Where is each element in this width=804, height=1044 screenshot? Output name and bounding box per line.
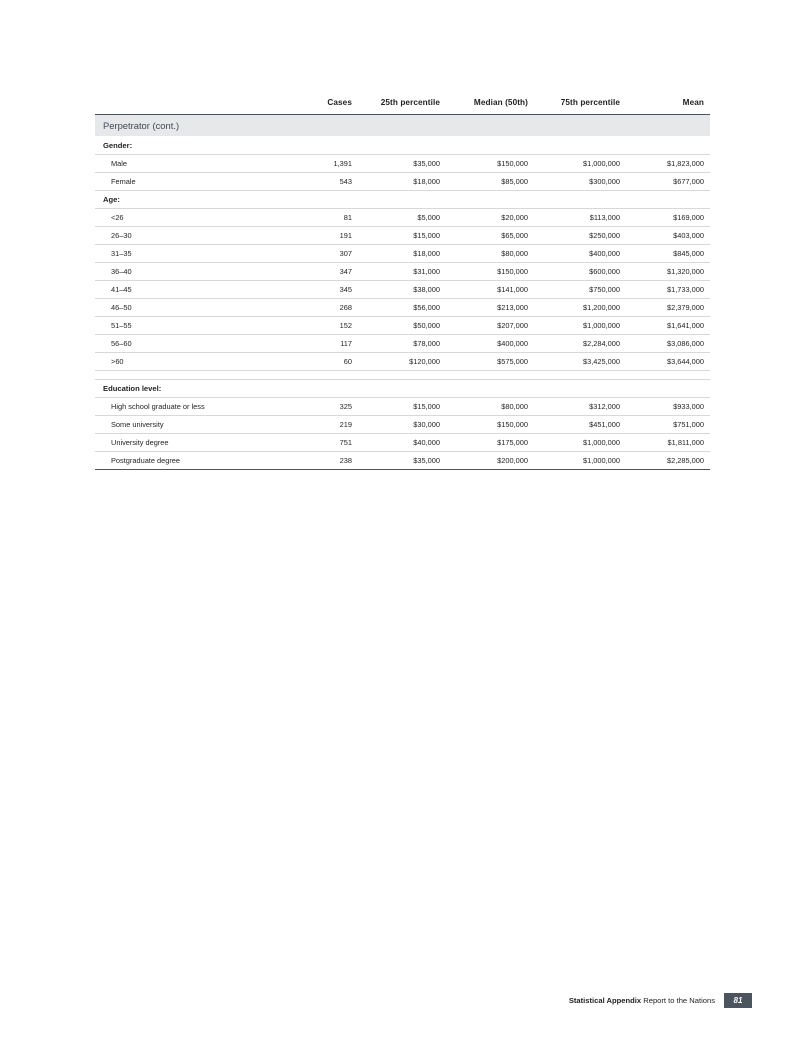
- cell-median: $80,000: [446, 398, 534, 416]
- statistics-table-container: [95, 98, 710, 470]
- cell-p25: $15,000: [358, 398, 446, 416]
- cell-p75: $451,000: [534, 416, 626, 434]
- row-label: <26: [95, 209, 280, 227]
- table-row: [95, 155, 710, 173]
- cell-p75: $300,000: [534, 173, 626, 191]
- cell-median: $207,000: [446, 317, 534, 335]
- cell-p25: $40,000: [358, 434, 446, 452]
- table-row: [95, 245, 710, 263]
- cell-median: $150,000: [446, 416, 534, 434]
- cell-p75: $1,200,000: [534, 299, 626, 317]
- column-header-cases: Cases: [327, 98, 352, 107]
- cell-mean: $1,733,000: [626, 281, 710, 299]
- cell-p25: $35,000: [358, 452, 446, 470]
- cell-p75: $600,000: [534, 263, 626, 281]
- statistics-table: [95, 98, 710, 470]
- cell-p25: $30,000: [358, 416, 446, 434]
- cell-mean: $2,285,000: [626, 452, 710, 470]
- table-body: [95, 115, 710, 470]
- cell-p75: $1,000,000: [534, 452, 626, 470]
- cell-mean: $845,000: [626, 245, 710, 263]
- cell-mean: $1,641,000: [626, 317, 710, 335]
- table-row: [95, 263, 710, 281]
- cell-p25: $78,000: [358, 335, 446, 353]
- table-row: [95, 353, 710, 371]
- table-row: [95, 452, 710, 470]
- cell-p75: $3,425,000: [534, 353, 626, 371]
- cell-median: $200,000: [446, 452, 534, 470]
- cell-p25: [358, 371, 446, 380]
- table-group-header-education: [95, 380, 710, 398]
- cell-cases: 307: [280, 245, 358, 263]
- page-number: 81: [724, 993, 752, 1008]
- row-label: 46–50: [95, 299, 280, 317]
- row-label: [95, 371, 280, 380]
- cell-mean: [626, 371, 710, 380]
- cell-cases: 191: [280, 227, 358, 245]
- cell-p25: $31,000: [358, 263, 446, 281]
- table-group-header-age: [95, 191, 710, 209]
- cell-cases: 345: [280, 281, 358, 299]
- table-row: [95, 398, 710, 416]
- row-label: Female: [95, 173, 280, 191]
- column-header-blank: [95, 98, 280, 115]
- table-row: [95, 434, 710, 452]
- table-section-title-row: [95, 115, 710, 137]
- cell-cases: 1,391: [280, 155, 358, 173]
- row-label: 51–55: [95, 317, 280, 335]
- cell-median: $175,000: [446, 434, 534, 452]
- cell-p25: $35,000: [358, 155, 446, 173]
- cell-mean: $1,823,000: [626, 155, 710, 173]
- table-row: [95, 371, 710, 380]
- cell-p75: $750,000: [534, 281, 626, 299]
- cell-mean: $169,000: [626, 209, 710, 227]
- group-label: Education level:: [95, 380, 710, 398]
- row-label: High school graduate or less: [95, 398, 280, 416]
- cell-cases: 543: [280, 173, 358, 191]
- cell-cases: 219: [280, 416, 358, 434]
- cell-cases: 325: [280, 398, 358, 416]
- cell-median: $80,000: [446, 245, 534, 263]
- cell-p25: $15,000: [358, 227, 446, 245]
- table-row: [95, 173, 710, 191]
- table-row: [95, 416, 710, 434]
- cell-mean: $3,644,000: [626, 353, 710, 371]
- cell-p75: $400,000: [534, 245, 626, 263]
- table-row: [95, 209, 710, 227]
- row-label: 36–40: [95, 263, 280, 281]
- cell-median: $20,000: [446, 209, 534, 227]
- cell-p25: $56,000: [358, 299, 446, 317]
- table-section-title: Perpetrator (cont.): [95, 115, 710, 137]
- cell-mean: $403,000: [626, 227, 710, 245]
- cell-cases: 347: [280, 263, 358, 281]
- group-label: Age:: [95, 191, 710, 209]
- cell-p75: $1,000,000: [534, 434, 626, 452]
- cell-p25: $38,000: [358, 281, 446, 299]
- cell-median: $213,000: [446, 299, 534, 317]
- table-row: [95, 299, 710, 317]
- table-row: [95, 227, 710, 245]
- cell-p25: $18,000: [358, 245, 446, 263]
- row-label: 56–60: [95, 335, 280, 353]
- cell-cases: 81: [280, 209, 358, 227]
- column-header-p25: 25th percentile: [380, 98, 440, 107]
- column-header-mean: Mean: [682, 98, 704, 107]
- row-label: 31–35: [95, 245, 280, 263]
- cell-median: [446, 371, 534, 380]
- footer-report-label: Report to the Nations: [643, 996, 715, 1005]
- row-label: Male: [95, 155, 280, 173]
- table-header: [95, 98, 710, 115]
- table-row: [95, 317, 710, 335]
- cell-p25: $120,000: [358, 353, 446, 371]
- cell-p75: $113,000: [534, 209, 626, 227]
- cell-cases: 268: [280, 299, 358, 317]
- cell-median: $141,000: [446, 281, 534, 299]
- cell-cases: 152: [280, 317, 358, 335]
- row-label: 26–30: [95, 227, 280, 245]
- cell-mean: $2,379,000: [626, 299, 710, 317]
- row-label: Postgraduate degree: [95, 452, 280, 470]
- table-row: [95, 281, 710, 299]
- cell-p75: $312,000: [534, 398, 626, 416]
- cell-p75: $1,000,000: [534, 317, 626, 335]
- cell-p75: $1,000,000: [534, 155, 626, 173]
- cell-mean: $933,000: [626, 398, 710, 416]
- table-header-row: [95, 98, 710, 115]
- cell-cases: 238: [280, 452, 358, 470]
- cell-p25: $50,000: [358, 317, 446, 335]
- column-header-median: Median (50th): [473, 98, 528, 107]
- cell-median: $85,000: [446, 173, 534, 191]
- column-header-p75: 75th percentile: [560, 98, 620, 107]
- cell-p75: [534, 371, 626, 380]
- page-footer: [569, 993, 752, 1008]
- footer-text: [569, 993, 724, 1008]
- cell-mean: $3,086,000: [626, 335, 710, 353]
- cell-cases: [280, 371, 358, 380]
- cell-cases: 117: [280, 335, 358, 353]
- table-row: [95, 335, 710, 353]
- cell-cases: 60: [280, 353, 358, 371]
- cell-p25: $5,000: [358, 209, 446, 227]
- row-label: 41–45: [95, 281, 280, 299]
- cell-median: $150,000: [446, 155, 534, 173]
- cell-mean: $1,811,000: [626, 434, 710, 452]
- row-label: >60: [95, 353, 280, 371]
- row-label: Some university: [95, 416, 280, 434]
- table-group-header-gender: [95, 137, 710, 155]
- footer-appendix-label: Statistical Appendix: [568, 996, 642, 1005]
- cell-mean: $1,320,000: [626, 263, 710, 281]
- cell-median: $150,000: [446, 263, 534, 281]
- row-label: University degree: [95, 434, 280, 452]
- cell-median: $400,000: [446, 335, 534, 353]
- cell-cases: 751: [280, 434, 358, 452]
- group-label: Gender:: [95, 137, 710, 155]
- cell-mean: $751,000: [626, 416, 710, 434]
- cell-p75: $2,284,000: [534, 335, 626, 353]
- cell-median: $575,000: [446, 353, 534, 371]
- cell-median: $65,000: [446, 227, 534, 245]
- cell-p75: $250,000: [534, 227, 626, 245]
- cell-p25: $18,000: [358, 173, 446, 191]
- cell-mean: $677,000: [626, 173, 710, 191]
